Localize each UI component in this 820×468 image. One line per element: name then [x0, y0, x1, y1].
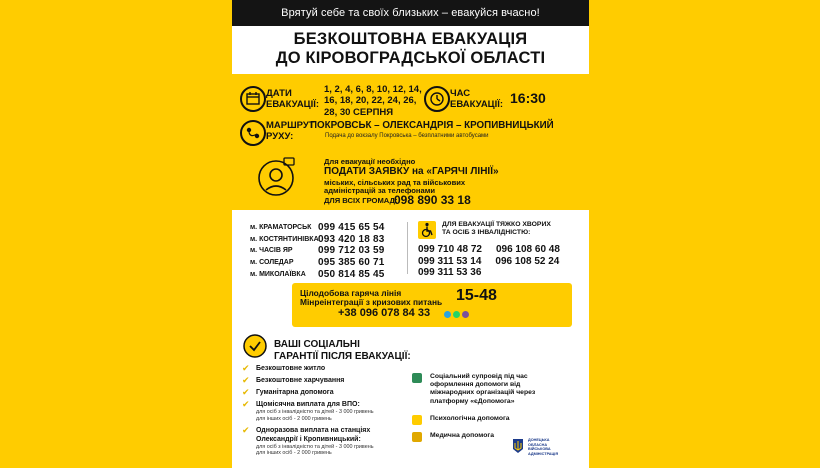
list-item [250, 257, 410, 269]
medical-icon [412, 432, 422, 442]
city-name: м. МИКОЛАЇВКА [250, 270, 306, 278]
banner-text: Врятуй себе та своїх близьких – евакуйся вчасно! [281, 7, 540, 19]
hotline-number[interactable]: 15-48 [456, 287, 497, 304]
hotline-phone[interactable]: +38 096 078 84 33 [338, 307, 431, 319]
hotline-box [292, 283, 572, 327]
city-phone[interactable]: 099 712 03 59 [318, 245, 385, 257]
list-item: ✔ Безкоштовне житло [242, 363, 326, 373]
apply-heading: ПОДАТИ ЗАЯВКУ на «ГАРЯЧІ ЛІНІЇ» [324, 166, 499, 177]
check-icon: ✔ [242, 424, 250, 435]
disabled-evacuation-title: ДЛЯ ЕВАКУАЦІЇ ТЯЖКО ХВОРИХ ТА ОСІБ З ІНВАЛІДНІСТЮ: [442, 221, 551, 236]
city-name: м. КОСТЯНТИНІВКА [250, 235, 319, 243]
check-icon: ✔ [242, 363, 250, 373]
time-label: ЧАС ЕВАКУАЦІЇ: [450, 88, 504, 110]
dates-label: ДАТИ ЕВАКУАЦІЇ: [266, 88, 320, 110]
check-icon: ✔ [242, 387, 250, 397]
list-item: ✔ Гуманітарна допомога [242, 387, 334, 397]
disabled-phone[interactable]: 099 710 48 72 [418, 244, 482, 255]
edopomoga-icon [412, 373, 422, 383]
city-phones-list [250, 222, 410, 280]
administration-label: ДОНЕЦЬКА ОБЛАСНА ВІЙСЬКОВА АДМІНІСТРАЦІЯ [528, 438, 559, 456]
disabled-phone[interactable]: 096 108 60 48 [495, 244, 560, 255]
disabled-phone[interactable]: 099 311 53 14 [418, 255, 482, 267]
guarantees-title: ВАШІ СОЦІАЛЬНІ ГАРАНТІЇ ПІСЛЯ ЕВАКУАЦІЇ: [274, 339, 411, 362]
route-note: Подача до вокзалу Покровська – безплатними автобусами [325, 133, 489, 139]
list-item: Психологічна допомога [412, 415, 552, 423]
city-phone[interactable]: 050 814 85 45 [318, 268, 385, 280]
dates-time-route-block [232, 74, 589, 150]
evacuation-poster [232, 0, 589, 468]
list-item [250, 222, 410, 234]
psychology-icon [412, 415, 422, 425]
route-label: МАРШРУТ РУХУ: [266, 120, 315, 142]
route-icon [240, 120, 266, 146]
title-line-1: БЕЗКОШТОВНА ЕВАКУАЦІЯ [293, 30, 528, 48]
list-item: ✔ Одноразова виплата на станціях Олександрії і Кропивницький: для осіб з інвалідністю та дітей - 3 000 гривень для інших осіб - 2 000 гривень [242, 424, 374, 457]
list-item [418, 256, 560, 268]
list-item [418, 244, 560, 256]
all-communities-label: ДЛЯ ВСІХ ГРОМАД: [324, 196, 398, 205]
trident-emblem-icon [512, 438, 524, 454]
time-value: 16:30 [510, 90, 546, 106]
disabled-phones [418, 244, 560, 279]
badge-check-icon [242, 333, 268, 359]
city-phone[interactable]: 099 415 65 54 [318, 222, 385, 234]
column-divider [407, 222, 408, 274]
calendar-icon [240, 86, 266, 112]
telegram-icon[interactable] [444, 311, 451, 318]
dates-value: 1, 2, 4, 6, 8, 10, 12, 14, 16, 18, 20, 22, 24, 26, 28, 30 СЕРПНЯ [324, 84, 422, 118]
all-communities-phone[interactable]: 098 890 33 18 [394, 193, 471, 207]
viber-icon[interactable] [462, 311, 469, 318]
disabled-phone[interactable]: 096 108 52 24 [495, 255, 560, 267]
disabled-phone[interactable]: 099 311 53 36 [418, 267, 482, 278]
hotline-line-1: Цілодобова гаряча лінія [300, 288, 402, 298]
apply-line-3: адміністрацій за телефонами [324, 186, 436, 195]
city-name: м. КРАМАТОРСЬК [250, 224, 312, 232]
title-line-2: ДО КІРОВОГРАДСЬКОЇ ОБЛАСТІ [275, 49, 546, 67]
top-banner [232, 0, 589, 26]
check-icon: ✔ [242, 375, 250, 385]
list-item [250, 234, 410, 246]
list-item [418, 267, 560, 279]
wheelchair-icon [418, 221, 436, 239]
clock-icon [424, 86, 450, 112]
check-icon: ✔ [242, 399, 250, 409]
list-item: ✔ Безкоштовне харчування [242, 375, 345, 385]
list-item: ✔ Щомісячна виплата для ВПО: для осіб з інвалідністю та дітей - 3 000 гривень для інших осіб - 2 000 гривень [242, 399, 374, 422]
list-item: Медична допомога [412, 432, 552, 440]
city-phone[interactable]: 095 385 60 71 [318, 257, 385, 269]
operator-headset-icon [254, 156, 298, 202]
hotline-line-2: Мінреінтеграції з кризових питань [300, 297, 443, 307]
guarantees-list [242, 364, 412, 460]
whatsapp-icon[interactable] [453, 311, 460, 318]
apply-line-2: міських, сільських рад та військових [324, 178, 466, 187]
poster-title [232, 30, 589, 68]
city-name: м. ЧАСІВ ЯР [250, 247, 293, 255]
city-phone[interactable]: 093 420 18 83 [318, 233, 385, 245]
city-name: м. СОЛЕДАР [250, 259, 294, 267]
list-item [250, 245, 410, 257]
apply-line-1: Для евакуації необхідно [324, 157, 416, 166]
route-value: ПОКРОВСЬК – ОЛЕКСАНДРІЯ – КРОПИВНИЦЬКИЙ [310, 120, 554, 131]
list-item [250, 268, 410, 280]
list-item: Соціальний супровід під час оформлення допомоги від міжнародних організацій через платформу «єДопомога» [412, 373, 552, 406]
